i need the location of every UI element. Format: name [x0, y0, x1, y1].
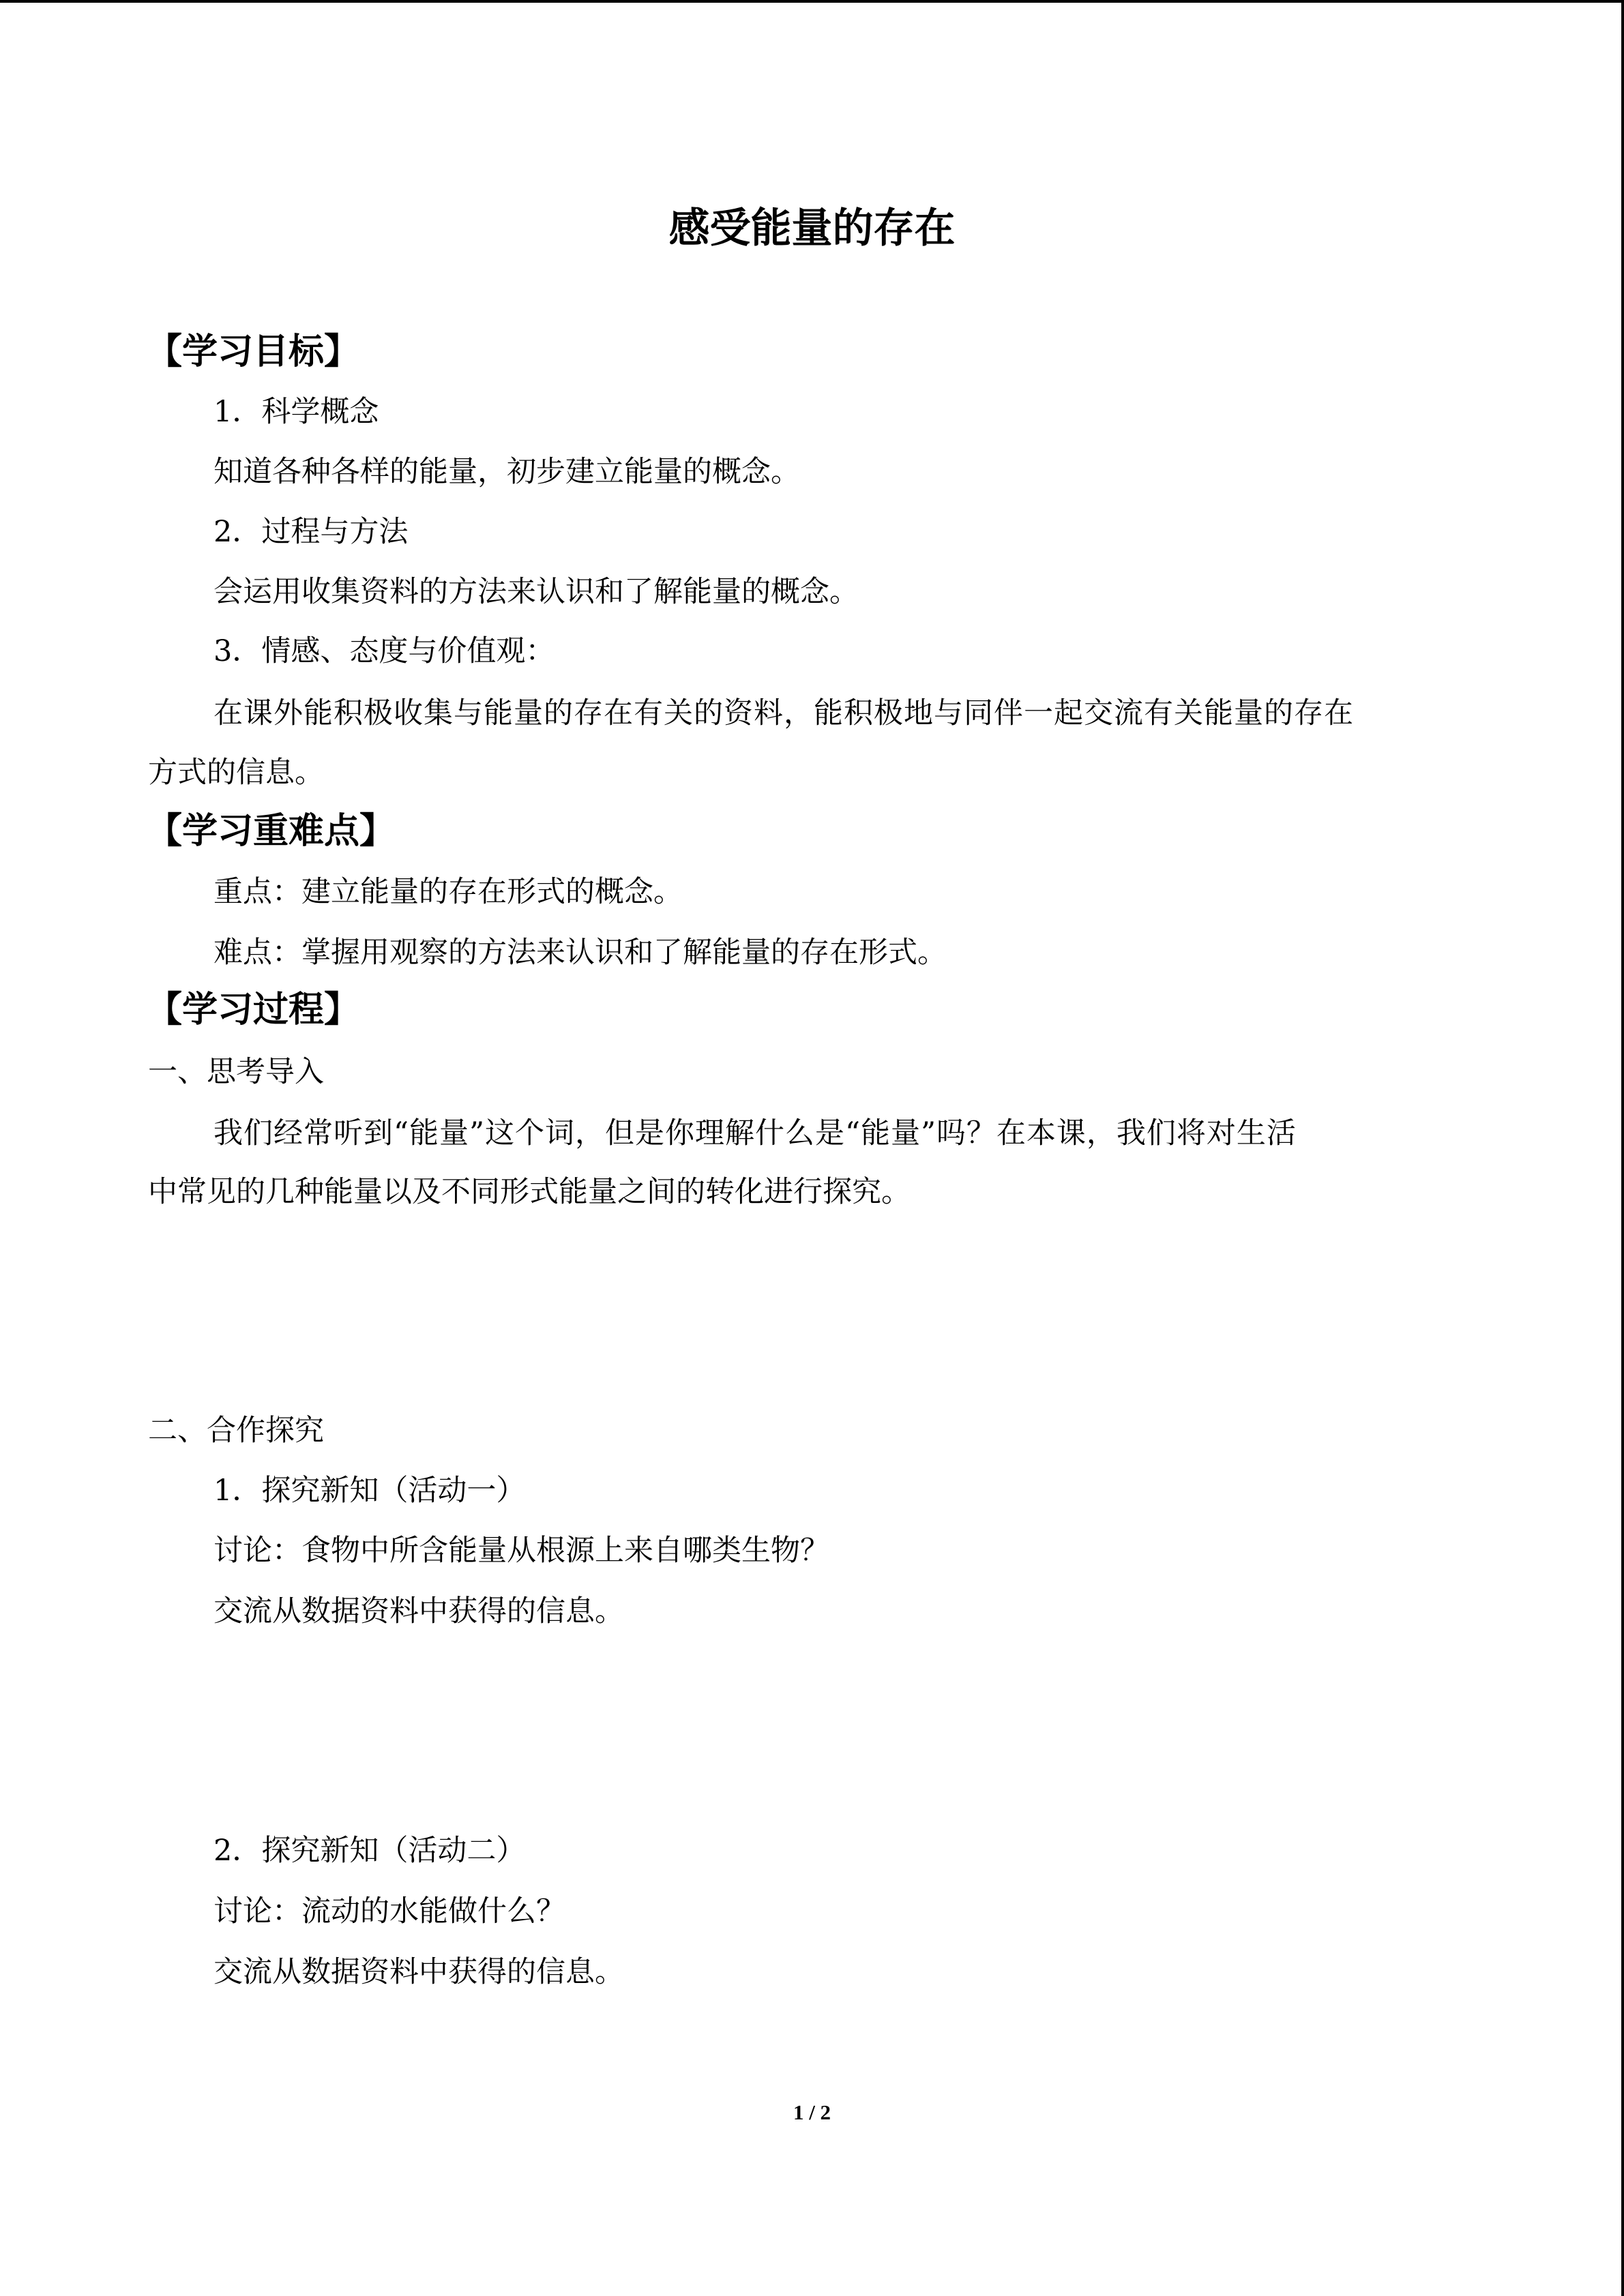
- activity-2-title: 2．探究新知（活动二）: [213, 1834, 526, 1868]
- page-border-top: [0, 0, 1624, 3]
- objectives-heading: 【学习目标】: [147, 331, 360, 372]
- objective-1-text: 知道各种各样的能量，初步建立能量的概念。: [213, 455, 800, 489]
- objective-3-title: 3．情感、态度与价值观：: [213, 634, 555, 668]
- objective-3-text-line2: 方式的信息。: [148, 756, 324, 790]
- document-title: 感受能量的存在: [668, 205, 956, 252]
- activity-1-title: 1．探究新知（活动一）: [213, 1474, 526, 1508]
- activity-1-discussion: 讨论：食物中所含能量从根源上来自哪类生物？: [213, 1534, 829, 1568]
- key-point-focus: 重点：建立能量的存在形式的概念。: [213, 875, 683, 909]
- part-2-title: 二、合作探究: [148, 1414, 324, 1448]
- process-heading: 【学习过程】: [147, 989, 360, 1030]
- part-1-title: 一、思考导入: [148, 1055, 324, 1089]
- page-border-right: [1621, 0, 1624, 2296]
- activity-2-exchange: 交流从数据资料中获得的信息。: [213, 1955, 624, 1989]
- activity-1-exchange: 交流从数据资料中获得的信息。: [213, 1594, 624, 1628]
- key-points-heading: 【学习重难点】: [147, 811, 396, 852]
- activity-2-discussion: 讨论：流动的水能做什么？: [213, 1894, 565, 1928]
- part-1-text-line1: 我们经常听到“能量”这个词，但是你理解什么是“能量”吗？在本课，我们将对生活: [213, 1116, 1297, 1150]
- part-1-text-line2: 中常见的几种能量以及不同形式能量之间的转化进行探究。: [148, 1175, 911, 1209]
- objective-2-title: 2．过程与方法: [213, 515, 409, 549]
- objective-2-text: 会运用收集资料的方法来认识和了解能量的概念。: [213, 575, 859, 609]
- objective-3-text-line1: 在课外能积极收集与能量的存在有关的资料，能积极地与同伴一起交流有关能量的存在: [213, 696, 1354, 730]
- objective-1-title: 1．科学概念: [213, 395, 379, 429]
- key-point-difficulty: 难点：掌握用观察的方法来认识和了解能量的存在形式。: [213, 936, 947, 970]
- page-number: 1 / 2: [793, 2100, 831, 2124]
